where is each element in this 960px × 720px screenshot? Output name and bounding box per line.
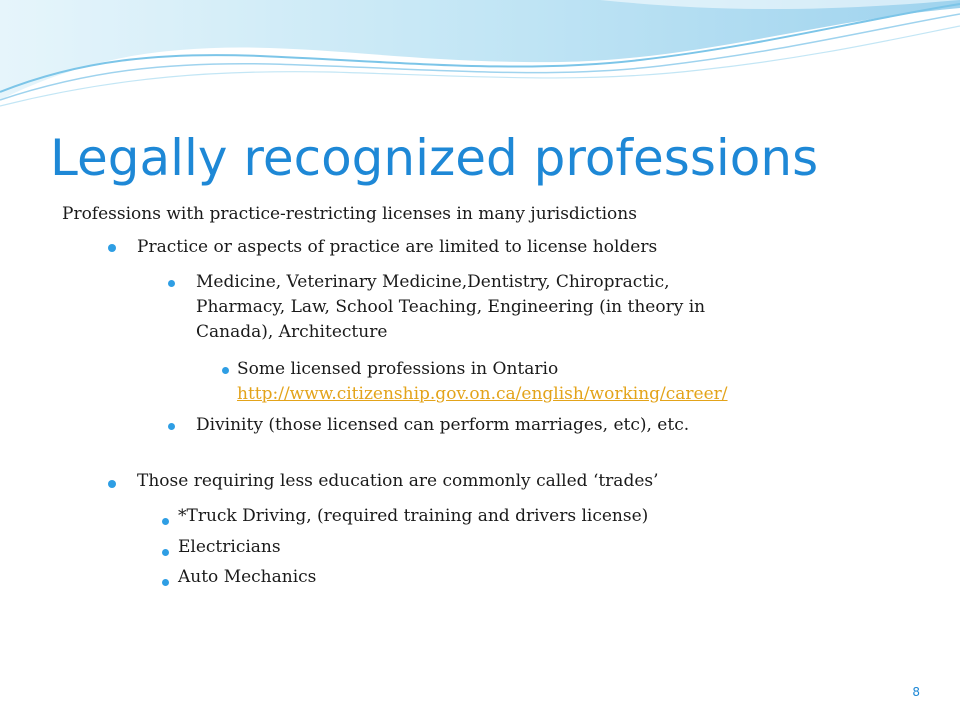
bullet-icon (162, 549, 169, 556)
list-item: Practice or aspects of practice are limited to license holders (137, 237, 658, 257)
list-item: Those requiring less education are commonly called ‘trades’ (137, 471, 659, 491)
list-item-line: Medicine, Veterinary Medicine,Dentistry, Chiropractic, (196, 272, 670, 292)
ontario-licensed-professions-link[interactable]: http://www.citizenship.gov.on.ca/english/working/career/ (237, 384, 728, 404)
bullet-icon (168, 280, 175, 287)
bullet-icon (222, 367, 229, 374)
list-item-line: Pharmacy, Law, School Teaching, Engineering (in theory in (196, 297, 706, 317)
list-item-line: Canada), Architecture (196, 322, 388, 342)
list-item: Divinity (those licensed can perform marriages, etc), etc. (196, 415, 690, 435)
list-item: *Truck Driving, (required training and drivers license) (178, 506, 649, 526)
list-item-link-line (237, 382, 728, 407)
intro-text: Professions with practice-restricting licenses in many jurisdictions (62, 204, 637, 224)
list-item: Auto Mechanics (178, 567, 317, 587)
bullet-icon (108, 480, 116, 488)
bullet-icon (162, 518, 169, 525)
bullet-icon (108, 244, 116, 252)
bullet-icon (168, 423, 175, 430)
bullet-icon (162, 579, 169, 586)
page-number: 8 (912, 685, 920, 699)
slide-title: Legally recognized professions (50, 129, 819, 187)
list-item-line: Some licensed professions in Ontario (237, 359, 559, 379)
list-item: Electricians (178, 537, 281, 557)
